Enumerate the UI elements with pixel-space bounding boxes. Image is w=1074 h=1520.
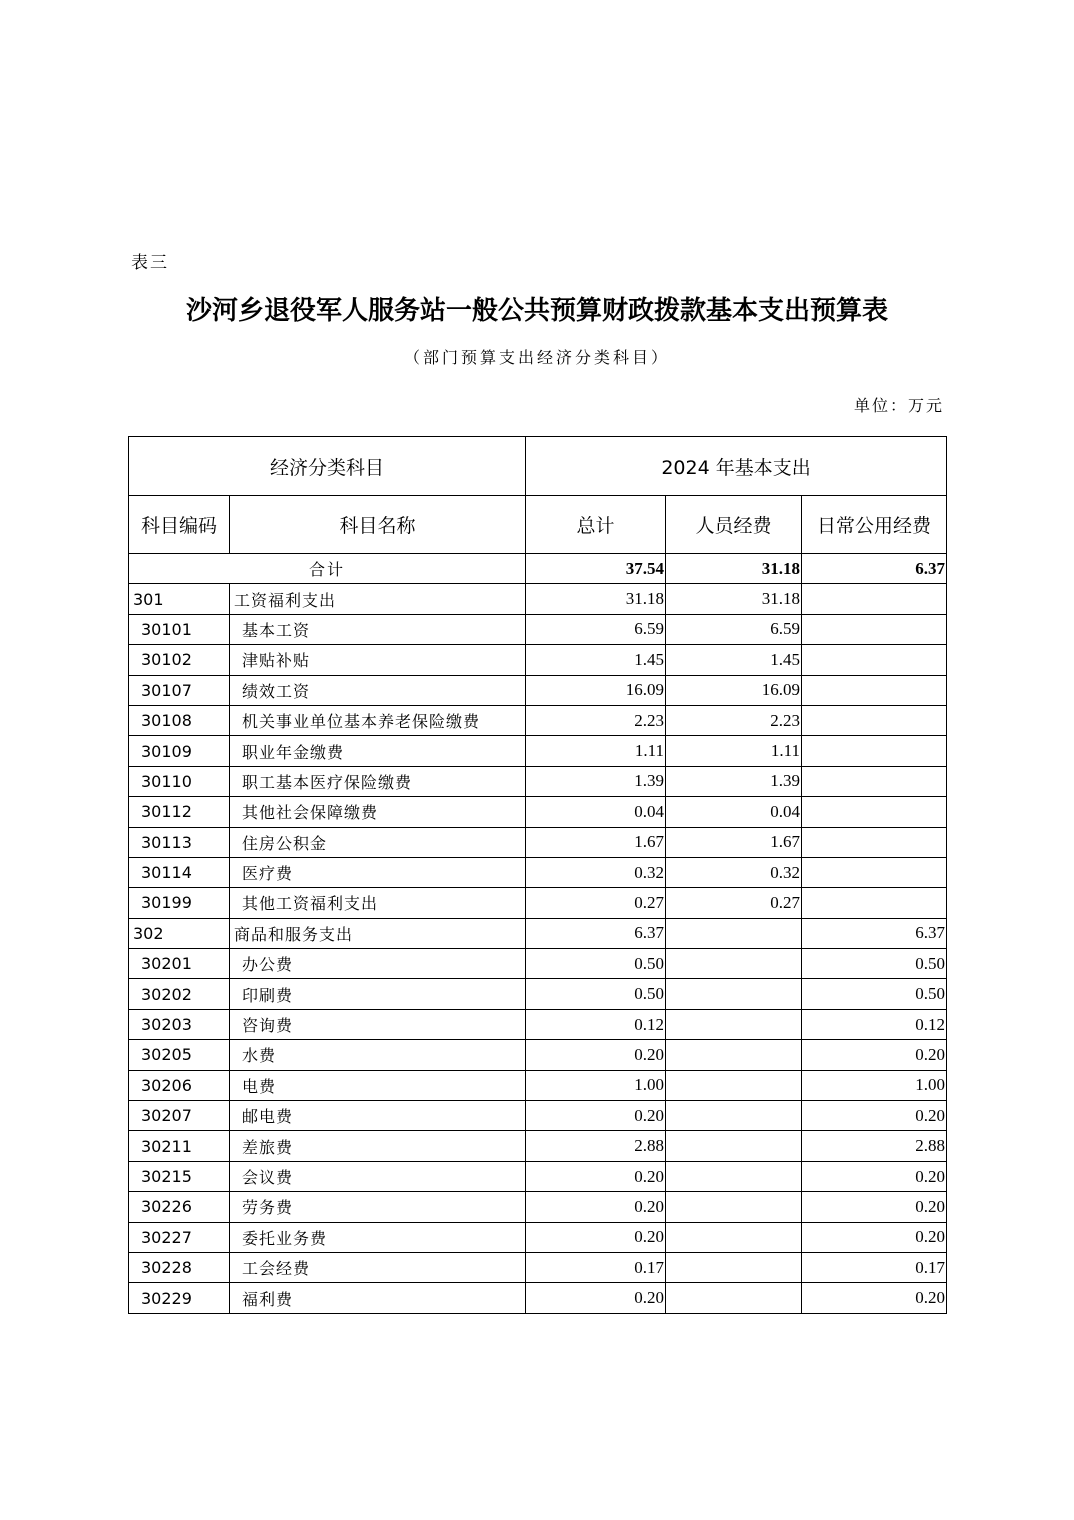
- row-code: 30215: [129, 1161, 230, 1191]
- row-name: 会议费: [230, 1161, 526, 1191]
- row-public: [802, 766, 947, 796]
- table-row: [129, 584, 947, 614]
- row-name: 基本工资: [230, 614, 526, 644]
- row-total: 31.18: [526, 584, 666, 614]
- row-public: [802, 675, 947, 705]
- table-row: [129, 857, 947, 887]
- column-header-code: 科目编码: [129, 496, 230, 554]
- row-name: 劳务费: [230, 1192, 526, 1222]
- table-row: [129, 705, 947, 735]
- row-code: 30228: [129, 1252, 230, 1282]
- row-total: 0.27: [526, 888, 666, 918]
- row-public: 1.00: [802, 1070, 947, 1100]
- row-code: 302: [129, 918, 230, 948]
- header-column-row: [129, 496, 947, 554]
- total-amount: 37.54: [526, 554, 666, 584]
- row-name: 机关事业单位基本养老保险缴费: [230, 705, 526, 735]
- row-total: 0.20: [526, 1192, 666, 1222]
- row-personnel: 6.59: [666, 614, 802, 644]
- row-total: 0.12: [526, 1009, 666, 1039]
- row-total: 6.37: [526, 918, 666, 948]
- table-row: [129, 614, 947, 644]
- row-public: 0.20: [802, 1040, 947, 1070]
- column-header-public: 日常公用经费: [802, 496, 947, 554]
- row-total: 0.20: [526, 1283, 666, 1313]
- row-public: [802, 705, 947, 735]
- row-total: 1.00: [526, 1070, 666, 1100]
- row-public: 0.17: [802, 1252, 947, 1282]
- row-total: 0.50: [526, 979, 666, 1009]
- page-title: 沙河乡退役军人服务站一般公共预算财政拨款基本支出预算表: [185, 296, 888, 326]
- row-public: 0.50: [802, 949, 947, 979]
- row-code: 30114: [129, 857, 230, 887]
- row-total: 0.20: [526, 1161, 666, 1191]
- row-name: 津贴补贴: [230, 645, 526, 675]
- row-name: 委托业务费: [230, 1222, 526, 1252]
- row-name: 工会经费: [230, 1252, 526, 1282]
- table-row: [129, 675, 947, 705]
- table-row: [129, 1040, 947, 1070]
- row-name: 印刷费: [230, 979, 526, 1009]
- row-public: 6.37: [802, 918, 947, 948]
- row-code: 30229: [129, 1283, 230, 1313]
- row-public: [802, 584, 947, 614]
- row-personnel: [666, 949, 802, 979]
- row-code: 30199: [129, 888, 230, 918]
- header-basic-expenditure: 2024 年基本支出: [526, 437, 947, 496]
- row-personnel: [666, 1283, 802, 1313]
- row-name: 办公费: [230, 949, 526, 979]
- table-row: [129, 797, 947, 827]
- row-code: 30205: [129, 1040, 230, 1070]
- row-personnel: [666, 1040, 802, 1070]
- row-personnel: [666, 1252, 802, 1282]
- row-name: 工资福利支出: [230, 584, 526, 614]
- row-code: 30112: [129, 797, 230, 827]
- row-code: 30206: [129, 1070, 230, 1100]
- header-group-row: [129, 437, 947, 496]
- row-public: [802, 614, 947, 644]
- row-public: 0.20: [802, 1161, 947, 1191]
- total-personnel: 31.18: [666, 554, 802, 584]
- row-personnel: [666, 918, 802, 948]
- budget-table: [128, 436, 947, 1314]
- table-row: [129, 949, 947, 979]
- row-name: 职业年金缴费: [230, 736, 526, 766]
- row-total: 2.88: [526, 1131, 666, 1161]
- row-public: [802, 827, 947, 857]
- row-total: 0.20: [526, 1040, 666, 1070]
- row-personnel: [666, 1070, 802, 1100]
- page-subtitle: （部门预算支出经济分类科目）: [403, 348, 670, 367]
- table-label: 表三: [131, 253, 169, 273]
- row-personnel: 2.23: [666, 705, 802, 735]
- row-total: 0.50: [526, 949, 666, 979]
- header-econ-category: 经济分类科目: [129, 437, 526, 496]
- row-personnel: [666, 979, 802, 1009]
- table-row: [129, 1222, 947, 1252]
- table-row: [129, 736, 947, 766]
- row-public: [802, 645, 947, 675]
- row-code: 30107: [129, 675, 230, 705]
- row-public: [802, 857, 947, 887]
- row-personnel: [666, 1101, 802, 1131]
- row-total: 0.04: [526, 797, 666, 827]
- row-code: 30202: [129, 979, 230, 1009]
- row-total: 1.67: [526, 827, 666, 857]
- row-personnel: [666, 1131, 802, 1161]
- row-code: 30102: [129, 645, 230, 675]
- row-personnel: [666, 1161, 802, 1191]
- row-public: 0.20: [802, 1222, 947, 1252]
- row-total: 0.20: [526, 1101, 666, 1131]
- row-total: 2.23: [526, 705, 666, 735]
- row-total: 0.20: [526, 1222, 666, 1252]
- table-row: [129, 918, 947, 948]
- row-public: 0.20: [802, 1101, 947, 1131]
- row-public: [802, 797, 947, 827]
- row-name: 绩效工资: [230, 675, 526, 705]
- table-row: [129, 1283, 947, 1313]
- row-personnel: [666, 1222, 802, 1252]
- total-public: 6.37: [802, 554, 947, 584]
- row-personnel: 1.67: [666, 827, 802, 857]
- table-row: [129, 1192, 947, 1222]
- row-name: 水费: [230, 1040, 526, 1070]
- row-personnel: 16.09: [666, 675, 802, 705]
- row-personnel: [666, 1009, 802, 1039]
- column-header-total: 总计: [526, 496, 666, 554]
- row-personnel: 0.27: [666, 888, 802, 918]
- table-row: [129, 979, 947, 1009]
- row-personnel: 1.39: [666, 766, 802, 796]
- row-total: 16.09: [526, 675, 666, 705]
- row-name: 福利费: [230, 1283, 526, 1313]
- row-personnel: 1.45: [666, 645, 802, 675]
- row-name: 电费: [230, 1070, 526, 1100]
- row-name: 咨询费: [230, 1009, 526, 1039]
- row-code: 30203: [129, 1009, 230, 1039]
- row-total: 0.32: [526, 857, 666, 887]
- row-public: 0.50: [802, 979, 947, 1009]
- row-name: 商品和服务支出: [230, 918, 526, 948]
- row-personnel: 31.18: [666, 584, 802, 614]
- row-total: 0.17: [526, 1252, 666, 1282]
- row-total: 6.59: [526, 614, 666, 644]
- table-row: [129, 766, 947, 796]
- row-public: [802, 736, 947, 766]
- row-code: 30101: [129, 614, 230, 644]
- table-row: [129, 1009, 947, 1039]
- row-name: 其他工资福利支出: [230, 888, 526, 918]
- row-personnel: 1.11: [666, 736, 802, 766]
- table-row: [129, 645, 947, 675]
- row-code: 30108: [129, 705, 230, 735]
- column-header-name: 科目名称: [230, 496, 526, 554]
- row-total: 1.39: [526, 766, 666, 796]
- row-code: 30207: [129, 1101, 230, 1131]
- row-code: 30113: [129, 827, 230, 857]
- unit-label: 单位：万元: [853, 396, 944, 415]
- row-code: 301: [129, 584, 230, 614]
- table-row: [129, 1252, 947, 1282]
- row-name: 差旅费: [230, 1131, 526, 1161]
- table-row: [129, 1131, 947, 1161]
- row-personnel: 0.32: [666, 857, 802, 887]
- row-code: 30109: [129, 736, 230, 766]
- table-row: [129, 888, 947, 918]
- table-row: [129, 1101, 947, 1131]
- row-public: 2.88: [802, 1131, 947, 1161]
- column-header-personnel: 人员经费: [666, 496, 802, 554]
- row-public: 0.12: [802, 1009, 947, 1039]
- table-row: [129, 827, 947, 857]
- row-name: 邮电费: [230, 1101, 526, 1131]
- row-total: 1.45: [526, 645, 666, 675]
- row-name: 其他社会保障缴费: [230, 797, 526, 827]
- row-total: 1.11: [526, 736, 666, 766]
- row-name: 职工基本医疗保险缴费: [230, 766, 526, 796]
- row-name: 医疗费: [230, 857, 526, 887]
- row-code: 30110: [129, 766, 230, 796]
- row-code: 30201: [129, 949, 230, 979]
- row-name: 住房公积金: [230, 827, 526, 857]
- row-public: 0.20: [802, 1283, 947, 1313]
- row-personnel: [666, 1192, 802, 1222]
- table-row: [129, 1161, 947, 1191]
- row-public: 0.20: [802, 1192, 947, 1222]
- total-label: 合计: [129, 554, 526, 584]
- row-public: [802, 888, 947, 918]
- table-row: [129, 1070, 947, 1100]
- row-personnel: 0.04: [666, 797, 802, 827]
- total-row: [129, 554, 947, 584]
- row-code: 30227: [129, 1222, 230, 1252]
- row-code: 30211: [129, 1131, 230, 1161]
- row-code: 30226: [129, 1192, 230, 1222]
